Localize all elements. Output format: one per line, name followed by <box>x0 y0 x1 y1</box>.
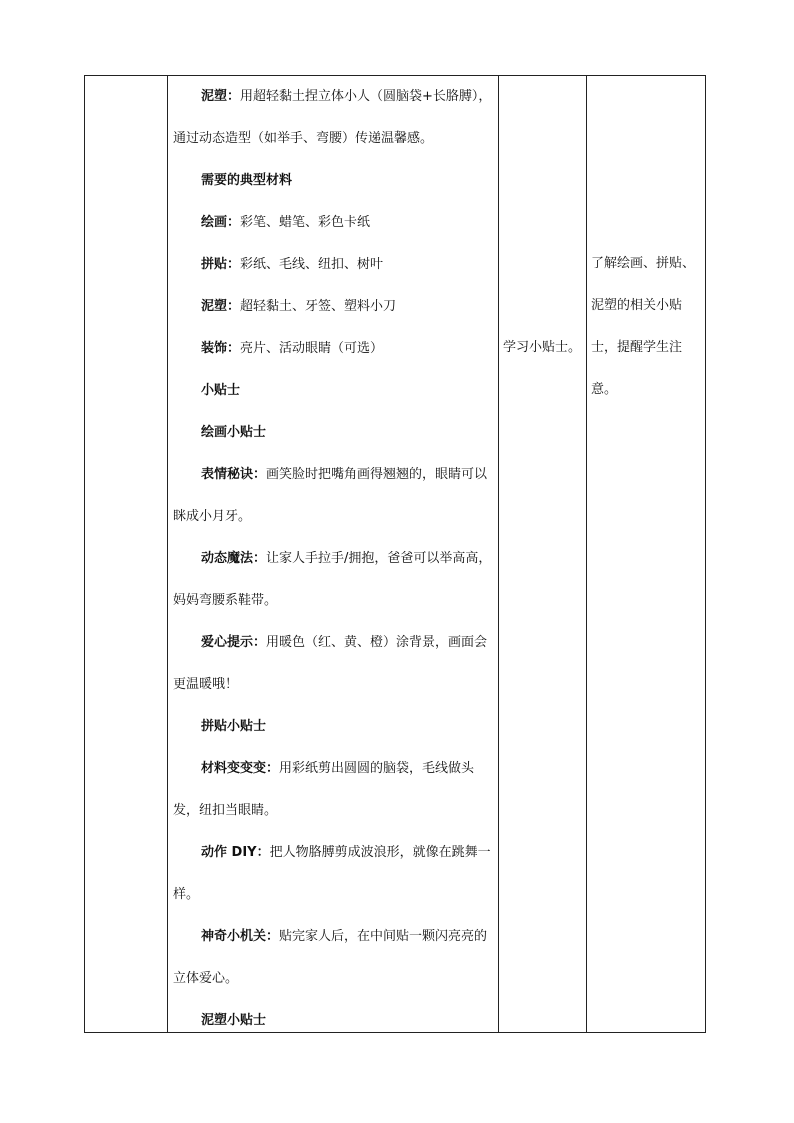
section-heading: 泥塑小贴士 <box>201 1013 267 1028</box>
column-divider <box>167 76 168 1032</box>
design-intent-line: 意。 <box>591 382 618 397</box>
paragraph: 绘画：彩笔、蜡笔、彩色卡纸 <box>201 215 371 230</box>
paragraph: 拼贴：彩纸、毛线、纽扣、树叶 <box>201 257 384 272</box>
paragraph: 表情秘诀：画笑脸时把嘴角画得翘翘的，眼睛可以眯成小月牙。 <box>173 467 488 524</box>
design-intent-cell <box>591 243 703 411</box>
paragraph: 动作 DIY：把人物胳膊剪成波浪形，就像在跳舞一样。 <box>173 845 491 902</box>
section-heading: 拼贴小贴士 <box>201 719 267 734</box>
design-intent-line: 士，提醒学生注 <box>591 340 683 355</box>
paragraph: 神奇小机关：贴完家人后，在中间贴一颗闪亮亮的立体爱心。 <box>173 929 488 986</box>
paragraph: 爱心提示：用暖色（红、黄、橙）涂背景，画面会更温暖哦！ <box>173 635 488 692</box>
lesson-table <box>84 75 706 1033</box>
paragraph: 泥塑：超轻黏土、牙签、塑料小刀 <box>201 299 397 314</box>
column-divider <box>586 76 587 1032</box>
section-heading: 小贴士 <box>201 383 241 398</box>
paragraph: 材料变变变：用彩纸剪出圆圆的脑袋，毛线做头发，纽扣当眼睛。 <box>173 761 475 818</box>
section-heading: 绘画小贴士 <box>201 425 267 440</box>
section-heading: 需要的典型材料 <box>201 173 293 188</box>
student-activity-cell: 学习小贴士。 <box>503 340 582 355</box>
column-divider <box>498 76 499 1032</box>
teaching-content-cell <box>173 76 493 1032</box>
paragraph: 装饰：亮片、活动眼睛（可选） <box>201 341 384 356</box>
design-intent-line: 泥塑的相关小贴 <box>591 298 683 313</box>
paragraph: 动态魔法：让家人手拉手/拥抱，爸爸可以举高高，妈妈弯腰系鞋带。 <box>173 551 492 608</box>
design-intent-line: 了解绘画、拼贴、 <box>591 256 696 271</box>
paragraph: 泥塑：用超轻黏土捏立体小人（圆脑袋+长胳膊），通过动态造型（如举手、弯腰）传递温馨感。 <box>173 89 492 146</box>
